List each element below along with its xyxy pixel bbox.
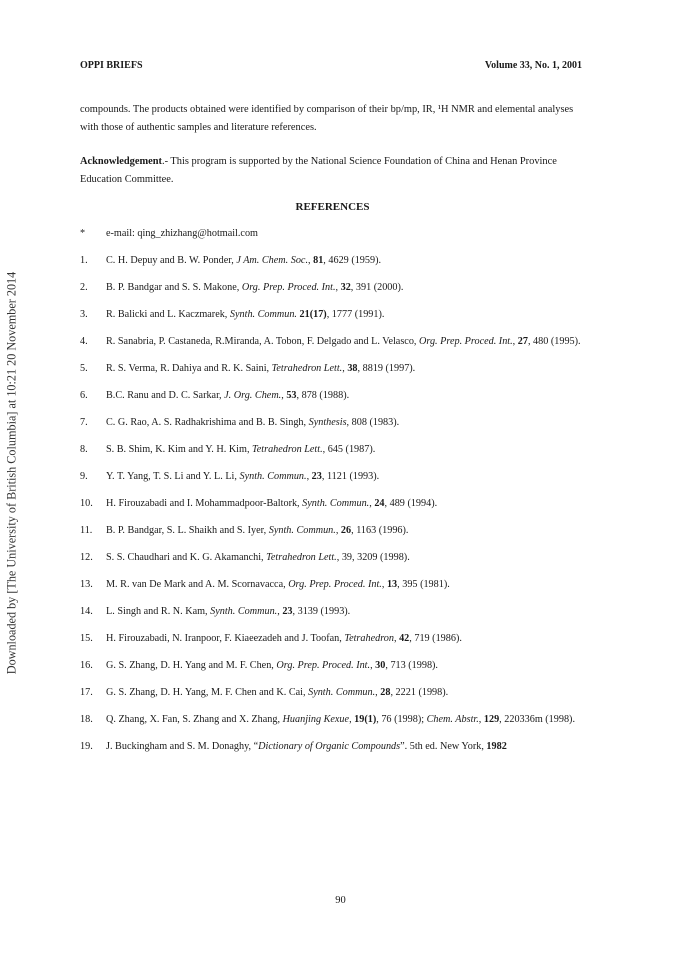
reference-segment: ,	[370, 660, 376, 671]
reference-segment: , 76 (1998);	[376, 714, 427, 725]
journal-title: Org. Prep. Proced. Int.	[419, 336, 513, 347]
reference-segment: , 8819 (1997).	[357, 363, 416, 374]
volume-number: 27	[517, 336, 528, 347]
journal-title: Huanjing Kexue	[282, 714, 350, 725]
reference-segment: B.C. Ranu and D. C. Sarkar,	[106, 390, 225, 401]
reference-number: 6.	[80, 390, 88, 401]
reference-list	[80, 226, 585, 766]
reference-segment: ,	[478, 714, 484, 725]
reference-item	[80, 280, 585, 296]
volume-number: 19(1)	[354, 714, 377, 725]
reference-item	[80, 658, 585, 674]
reference-segment: G. S. Zhang, D. H. Yang and M. F. Chen,	[106, 660, 277, 671]
reference-segment: B. P. Bandgar, S. L. Shaikh and S. Iyer,	[106, 525, 269, 536]
reference-number: 8.	[80, 444, 88, 455]
download-stamp	[3, 263, 21, 683]
reference-item	[80, 361, 585, 377]
journal-title: Tetrahedron Lett.	[252, 444, 323, 455]
reference-segment: J. Buckingham and S. M. Donaghy, “	[106, 741, 259, 752]
journal-title: Org. Prep. Proced. Int.	[241, 282, 336, 293]
reference-segment: ,	[277, 606, 283, 617]
reference-text	[106, 606, 350, 617]
reference-text	[106, 687, 448, 698]
volume-number: 53	[286, 390, 297, 401]
reference-text	[106, 282, 403, 293]
journal-section: OPPI BRIEFS	[80, 60, 143, 71]
volume-number: 1982	[486, 741, 507, 752]
reference-text	[106, 579, 450, 590]
journal-title: J Am. Chem. Soc.	[236, 255, 309, 266]
running-header	[80, 60, 582, 74]
volume-number: 13	[386, 579, 398, 590]
journal-title: Synth. Commun.	[210, 606, 278, 617]
reference-segment: ,	[349, 714, 355, 725]
journal-title: Synth. Commun.	[229, 309, 297, 320]
reference-segment: S. S. Chaudhari and K. G. Akamanchi,	[106, 552, 267, 563]
reference-text	[106, 255, 381, 266]
reference-number: 5.	[80, 363, 88, 374]
reference-segment: , 1777 (1991).	[326, 309, 385, 320]
reference-item	[80, 307, 585, 323]
reference-number: 12.	[80, 552, 93, 563]
volume-number: 38	[347, 363, 358, 374]
reference-segment: , 713 (1998).	[385, 660, 438, 671]
reference-segment: , 480 (1995).	[527, 336, 581, 347]
reference-number: *	[80, 228, 86, 239]
reference-item	[80, 496, 585, 512]
reference-item	[80, 739, 585, 755]
reference-item	[80, 388, 585, 404]
acknowledgement-paragraph	[80, 153, 585, 189]
reference-segment: ,	[393, 633, 400, 644]
reference-segment: C. H. Depuy and B. W. Ponder,	[106, 255, 237, 266]
reference-text	[106, 633, 462, 644]
reference-number: 19.	[80, 741, 93, 752]
reference-item	[80, 469, 585, 485]
reference-number: 17.	[80, 687, 93, 698]
reference-segment: e-mail: qing_zhizhang@hotmail.com	[106, 228, 258, 239]
reference-segment: , 220336m (1998).	[499, 714, 575, 725]
reference-item	[80, 577, 585, 593]
reference-segment: R. S. Verma, R. Dahiya and R. K. Saini,	[106, 363, 272, 374]
volume-info: Volume 33, No. 1, 2001	[484, 60, 582, 71]
volume-number: 30	[375, 660, 386, 671]
reference-number: 2.	[80, 282, 88, 293]
reference-item	[80, 631, 585, 647]
reference-segment: , 645 (1987).	[322, 444, 376, 455]
reference-item	[80, 415, 585, 431]
reference-segment: , 719 (1986).	[409, 633, 462, 644]
reference-text	[106, 228, 258, 239]
reference-number: 14.	[80, 606, 93, 617]
reference-segment: , 39, 3209 (1998).	[336, 552, 410, 563]
journal-title: Org. Prep. Proced. Int.	[288, 579, 382, 590]
reference-text	[106, 552, 410, 563]
journal-title: Chem. Abstr.	[426, 714, 479, 725]
journal-title: Synth. Commun.	[302, 498, 370, 509]
reference-segment: R. Balicki and L. Kaczmarek,	[106, 309, 230, 320]
reference-item	[80, 550, 585, 566]
acknowledgement-text: .- This program is supported by the National Science Foundation of China and Henan Province Education Committee.	[80, 156, 557, 185]
volume-number: 23	[282, 606, 293, 617]
volume-number: 26	[340, 525, 352, 536]
reference-text	[106, 660, 438, 671]
reference-item	[80, 712, 585, 728]
reference-item	[80, 685, 585, 701]
reference-number: 13.	[80, 579, 93, 590]
reference-number: 15.	[80, 633, 93, 644]
reference-text	[106, 471, 379, 482]
download-stamp-text: Downloaded by [The University of British Columbia] at 10:21 20 November 2014	[4, 271, 19, 675]
reference-item	[80, 523, 585, 539]
reference-segment: H. Firouzabadi, N. Iranpoor, F. Kiaeezadeh and J. Toofan,	[106, 633, 345, 644]
reference-segment: ,	[512, 336, 518, 347]
reference-segment: ,	[335, 525, 341, 536]
reference-segment: ,	[381, 579, 387, 590]
reference-number: 3.	[80, 309, 88, 320]
reference-segment: ,	[342, 363, 348, 374]
reference-text	[106, 444, 375, 455]
reference-segment: , 395 (1981).	[397, 579, 450, 590]
journal-title: Org. Prep. Proced. Int.	[276, 660, 371, 671]
reference-segment: H. Firouzabadi and I. Mohammadpoor-Baltork,	[106, 498, 303, 509]
reference-number: 18.	[80, 714, 93, 725]
volume-number: 129	[483, 714, 500, 725]
journal-title: Tetrahedron Lett.	[271, 363, 343, 374]
reference-segment: ,	[281, 390, 287, 401]
reference-segment: C. G. Rao, A. S. Radhakrishima and B. B. Singh,	[106, 417, 309, 428]
page-number: 90	[335, 895, 346, 906]
reference-item	[80, 226, 585, 242]
reference-text	[106, 525, 408, 536]
volume-number: 32	[340, 282, 351, 293]
reference-segment: Y. T. Yang, T. S. Li and Y. L. Li,	[106, 471, 240, 482]
reference-item	[80, 442, 585, 458]
reference-text	[106, 363, 415, 374]
reference-segment: Q. Zhang, X. Fan, S. Zhang and X. Zhang,	[106, 714, 283, 725]
reference-segment: , 878 (1988).	[296, 390, 350, 401]
reference-number: 4.	[80, 336, 88, 347]
reference-number: 9.	[80, 471, 88, 482]
reference-segment: R. Sanabria, P. Castaneda, R.Miranda, A. Tobon, F. Delgado and L. Velasco,	[106, 336, 420, 347]
journal-title: Dictionary of Organic Compounds	[258, 741, 401, 752]
reference-segment: , 1163 (1996).	[351, 525, 409, 536]
references-heading: REFERENCES	[295, 201, 370, 213]
reference-segment: G. S. Zhang, D. H. Yang, M. F. Chen and K. Cai,	[106, 687, 309, 698]
reference-segment: , 3139 (1993).	[292, 606, 351, 617]
reference-segment: , 489 (1994).	[384, 498, 438, 509]
reference-text	[106, 417, 399, 428]
reference-segment: ”. 5th ed. New York,	[400, 741, 487, 752]
body-paragraph: compounds. The products obtained were identified by comparison of their bp/mp, IR, ¹H NMR and elemental analyses with those of authentic samples and literature references.	[80, 104, 574, 133]
reference-number: 11.	[80, 525, 93, 536]
reference-text	[106, 498, 437, 509]
volume-number: 28	[380, 687, 391, 698]
reference-text	[106, 714, 575, 725]
reference-segment: L. Singh and R. N. Kam,	[106, 606, 211, 617]
journal-title: Synth. Commun.	[308, 687, 376, 698]
volume-number: 81	[313, 255, 324, 266]
reference-segment: , 808 (1983).	[346, 417, 400, 428]
reference-text	[106, 336, 581, 347]
reference-number: 1.	[80, 255, 88, 266]
reference-segment: , 2221 (1998).	[390, 687, 449, 698]
reference-segment: ,	[369, 498, 375, 509]
reference-number: 10.	[80, 498, 93, 509]
reference-segment: M. R. van De Mark and A. M. Scornavacca,	[106, 579, 289, 590]
acknowledgement-heading: Acknowledgement	[80, 156, 162, 167]
volume-number: 21(17)	[299, 309, 327, 320]
journal-title: Synth. Commun.	[239, 471, 307, 482]
journal-title: Tetrahedron	[344, 633, 394, 644]
reference-item	[80, 253, 585, 269]
volume-number: 42	[399, 633, 410, 644]
reference-segment: , 4629 (1959).	[323, 255, 382, 266]
reference-text	[106, 741, 507, 752]
reference-segment: S. B. Shim, K. Kim and Y. H. Kim,	[106, 444, 253, 455]
reference-text	[106, 390, 349, 401]
reference-segment: ,	[306, 471, 312, 482]
reference-segment: ,	[308, 255, 314, 266]
journal-title: Tetrahedron Lett.	[266, 552, 337, 563]
reference-number: 7.	[80, 417, 88, 428]
reference-text	[106, 309, 384, 320]
reference-segment: ,	[335, 282, 341, 293]
reference-number: 16.	[80, 660, 93, 671]
reference-segment: , 1121 (1993).	[321, 471, 380, 482]
reference-segment: , 391 (2000).	[350, 282, 404, 293]
journal-title: J. Org. Chem.	[224, 390, 282, 401]
journal-title: Synthesis	[308, 417, 347, 428]
reference-segment: B. P. Bandgar and S. S. Makone,	[106, 282, 242, 293]
journal-title: Synth. Commun.	[268, 525, 336, 536]
reference-item	[80, 334, 585, 350]
reference-item	[80, 604, 585, 620]
reference-segment: ,	[375, 687, 381, 698]
volume-number: 24	[374, 498, 385, 509]
volume-number: 23	[311, 471, 322, 482]
